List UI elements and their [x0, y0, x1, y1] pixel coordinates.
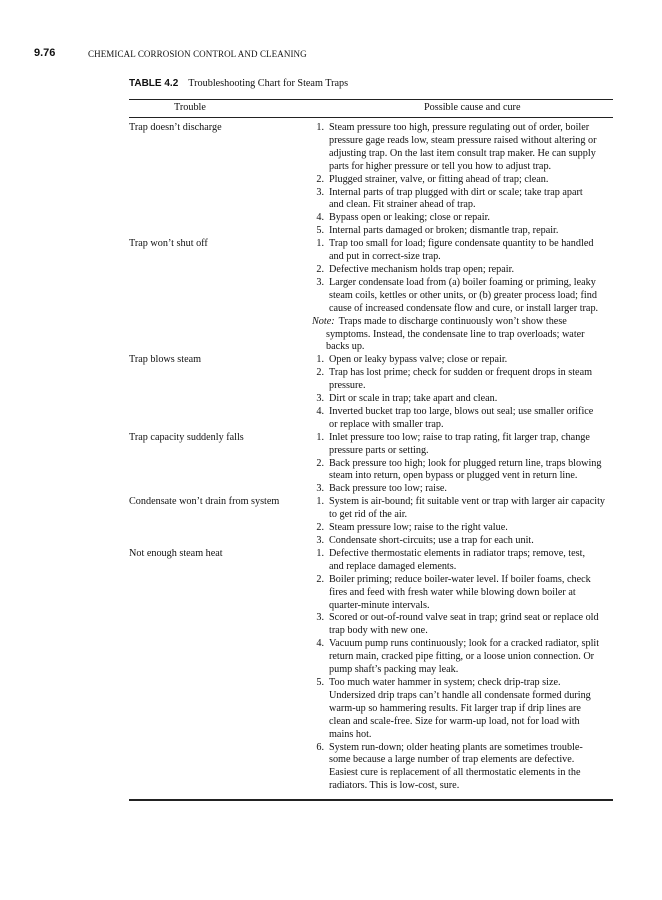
cause-number: 1. — [316, 354, 324, 366]
cause-number: 2. — [316, 573, 324, 585]
table-label: TABLE 4.2 — [129, 78, 179, 89]
cause-text — [329, 367, 613, 393]
cause-line: Too much water hammer in system; check drip-trap size. — [329, 676, 561, 688]
cause-text — [329, 354, 613, 367]
cause-number: 1. — [316, 431, 324, 443]
cause-item — [312, 225, 613, 238]
trouble-cell: Trap capacity suddenly falls — [129, 431, 244, 443]
cause-line: fires and feed with fresh water while blowing down boiler at — [329, 586, 576, 598]
cause-line: Vacuum pump runs continuously; look for a cracked radiator, split — [329, 638, 600, 650]
cause-text — [329, 406, 613, 432]
cause-cell — [312, 548, 613, 793]
cause-line: parts for higher pressure or tell you how to adjust trap. — [329, 160, 552, 172]
cause-text — [329, 187, 613, 213]
note-label: Note: — [312, 315, 335, 327]
table-caption — [129, 78, 629, 89]
cause-line: and clean. Fit strainer ahead of trap. — [329, 199, 476, 211]
table-row — [129, 238, 613, 354]
table-top-rule — [129, 99, 613, 100]
cause-number: 2. — [316, 367, 324, 379]
cause-item — [312, 174, 613, 187]
cause-item — [312, 574, 613, 613]
table-row — [129, 548, 613, 793]
cause-line: Dirt or scale in trap; take apart and clean. — [329, 393, 498, 405]
cause-text — [329, 122, 613, 174]
cause-text — [329, 225, 613, 238]
trouble-cell: Condensate won’t drain from system — [129, 496, 280, 508]
cause-line: steam into return, open bypass or plugged vent in return line. — [329, 470, 578, 482]
cause-item — [312, 496, 613, 522]
column-header-cause: Possible cause and cure — [424, 102, 521, 113]
cause-number: 5. — [316, 225, 324, 237]
cause-line: Trap too small for load; figure condensate quantity to be handled — [329, 238, 594, 250]
cause-number: 2. — [316, 263, 324, 275]
cause-item — [312, 277, 613, 316]
table-row — [129, 122, 613, 238]
page-header — [34, 47, 634, 61]
cause-number: 2. — [316, 173, 324, 185]
cause-line: return main, cracked pipe fitting, or a loose union connection. Or — [329, 651, 595, 663]
cause-item — [312, 264, 613, 277]
cause-line: Bypass open or leaking; close or repair. — [329, 212, 490, 224]
cause-number: 6. — [316, 741, 324, 753]
cause-item — [312, 354, 613, 367]
trouble-cell: Trap blows steam — [129, 354, 202, 366]
cause-line: warm-up so hammering results. Fit larger trap if drip lines are — [329, 702, 581, 714]
note-first-line — [312, 316, 613, 329]
cause-item — [312, 522, 613, 535]
cause-line: pressure gage reads low, steam pressure raised without altering or — [329, 134, 597, 146]
cause-item — [312, 458, 613, 484]
cause-line: Easiest cure is replacement of all thermostatic elements in the — [329, 767, 581, 779]
cause-item — [312, 212, 613, 225]
cause-line: or replace with smaller trap. — [329, 418, 444, 430]
cause-text — [329, 574, 613, 613]
cause-line: Larger condensate load from (a) boiler foaming or priming, leaky — [329, 276, 596, 288]
table-title: Troubleshooting Chart for Steam Traps — [188, 78, 349, 89]
cause-line: some because a large number of trap elements are defective. — [329, 754, 575, 766]
cause-line: Inlet pressure too low; raise to trap rating, fit larger trap, change — [329, 431, 590, 443]
note-line: Traps made to discharge continuously won’t show these — [338, 315, 567, 327]
cause-item — [312, 367, 613, 393]
cause-text — [329, 612, 613, 638]
cause-text — [329, 742, 613, 794]
cause-number: 3. — [316, 393, 324, 405]
cause-line: Back pressure too high; look for plugged return line, traps blowing — [329, 457, 602, 469]
cause-item — [312, 238, 613, 264]
cause-line: adjusting trap. On the last item consult trap maker. He can supply — [329, 147, 596, 159]
cause-text — [329, 458, 613, 484]
cause-line: radiators. This is low-cost, sure. — [329, 780, 460, 792]
cause-text — [329, 677, 613, 742]
cause-line: clean and scale-free. Size for warm-up load, not for load with — [329, 715, 580, 727]
cause-line: pressure parts or setting. — [329, 444, 429, 456]
trouble-cell: Not enough steam heat — [129, 547, 223, 559]
cause-number: 2. — [316, 522, 324, 534]
cause-text — [329, 212, 613, 225]
cause-text — [329, 522, 613, 535]
table-body — [129, 122, 613, 793]
cause-item — [312, 677, 613, 742]
cause-line: Boiler priming; reduce boiler-water level. If boiler foams, check — [329, 573, 591, 585]
cause-text — [329, 277, 613, 316]
cause-line: and put in correct-size trap. — [329, 251, 441, 263]
cause-text — [329, 432, 613, 458]
cause-cell — [312, 496, 613, 548]
cause-text — [329, 535, 613, 548]
cause-number: 1. — [316, 122, 324, 133]
cause-item — [312, 393, 613, 406]
cause-cell — [312, 122, 613, 238]
cause-text — [329, 483, 613, 496]
cause-text — [329, 393, 613, 406]
cause-number: 3. — [316, 612, 324, 624]
cause-number: 1. — [316, 547, 324, 559]
cause-line: Internal parts of trap plugged with dirt or scale; take trap apart — [329, 186, 583, 198]
cause-line: System run-down; older heating plants are sometimes trouble- — [329, 741, 583, 753]
cause-item — [312, 406, 613, 432]
trouble-cell: Trap won’t shut off — [129, 238, 208, 250]
cause-number: 1. — [316, 496, 324, 508]
cause-item — [312, 638, 613, 677]
cause-number: 4. — [316, 405, 324, 417]
cause-line: Inverted bucket trap too large, blows out seal; use smaller orifice — [329, 405, 594, 417]
cause-line: trap body with new one. — [329, 625, 428, 637]
cause-number: 3. — [316, 483, 324, 495]
cause-line: quarter-minute intervals. — [329, 599, 430, 611]
cause-line: pump shaft’s packing may leak. — [329, 664, 459, 676]
cause-number: 2. — [316, 457, 324, 469]
cause-item — [312, 612, 613, 638]
cause-text — [329, 238, 613, 264]
cause-number: 4. — [316, 638, 324, 650]
cause-line: Steam pressure low; raise to the right value. — [329, 522, 508, 534]
cause-line: System is air-bound; fit suitable vent or trap with larger air capacity — [329, 496, 606, 508]
note — [312, 316, 613, 355]
cause-line: steam coils, kettles or other units, or (b) greater process load; find — [329, 289, 597, 301]
cause-item — [312, 432, 613, 458]
cause-text — [329, 174, 613, 187]
note-line: backs up. — [326, 341, 365, 353]
page-number: 9.76 — [34, 47, 56, 59]
cause-line: Scored or out-of-round valve seat in trap; grind seat or replace old — [329, 612, 599, 624]
cause-number: 1. — [316, 238, 324, 250]
cause-line: Condensate short-circuits; use a trap for each unit. — [329, 535, 534, 546]
cause-line: Internal parts damaged or broken; dismantle trap, repair. — [329, 225, 559, 237]
column-header-trouble: Trouble — [174, 102, 206, 113]
cause-item — [312, 548, 613, 574]
cause-item — [312, 742, 613, 794]
cause-cell — [312, 238, 613, 354]
table-row — [129, 496, 613, 548]
cause-number: 3. — [316, 186, 324, 198]
cause-text — [329, 548, 613, 574]
note-line: symptoms. Instead, the condensate line to trap overloads; water — [326, 328, 585, 340]
cause-line: Undersized drip traps can’t handle all condensate formed during — [329, 689, 591, 701]
cause-line: pressure. — [329, 380, 366, 392]
cause-line: to get rid of the air. — [329, 509, 408, 521]
table-bottom-rule — [129, 799, 613, 801]
cause-line: mains hot. — [329, 728, 372, 740]
cause-line: Trap has lost prime; check for sudden or frequent drops in steam — [329, 367, 593, 379]
cause-item — [312, 535, 613, 548]
cause-number: 5. — [316, 676, 324, 688]
cause-text — [329, 264, 613, 277]
cause-line: Defective mechanism holds trap open; repair. — [329, 263, 515, 275]
cause-item — [312, 187, 613, 213]
cause-number: 3. — [316, 276, 324, 288]
cause-text — [329, 496, 613, 522]
table-row — [129, 432, 613, 497]
running-head: CHEMICAL CORROSION CONTROL AND CLEANING — [88, 49, 307, 59]
cause-item — [312, 483, 613, 496]
cause-number: 4. — [316, 212, 324, 224]
cause-line: cause of increased condensate flow and cure, or install larger trap. — [329, 302, 599, 314]
cause-line: and replace damaged elements. — [329, 560, 457, 572]
cause-line: Back pressure too low; raise. — [329, 483, 447, 495]
cause-cell — [312, 432, 613, 497]
cause-line: Plugged strainer, valve, or fitting ahead of trap; clean. — [329, 173, 549, 185]
table-header-rule — [129, 117, 613, 118]
table-row — [129, 354, 613, 431]
cause-line: Open or leaky bypass valve; close or repair. — [329, 354, 508, 366]
cause-number: 3. — [316, 535, 324, 546]
cause-line: Steam pressure too high, pressure regulating out of order, boiler — [329, 122, 590, 133]
trouble-cell: Trap doesn’t discharge — [129, 122, 222, 133]
cause-line: Defective thermostatic elements in radiator traps; remove, test, — [329, 547, 586, 559]
cause-text — [329, 638, 613, 677]
cause-item — [312, 122, 613, 174]
cause-cell — [312, 354, 613, 431]
